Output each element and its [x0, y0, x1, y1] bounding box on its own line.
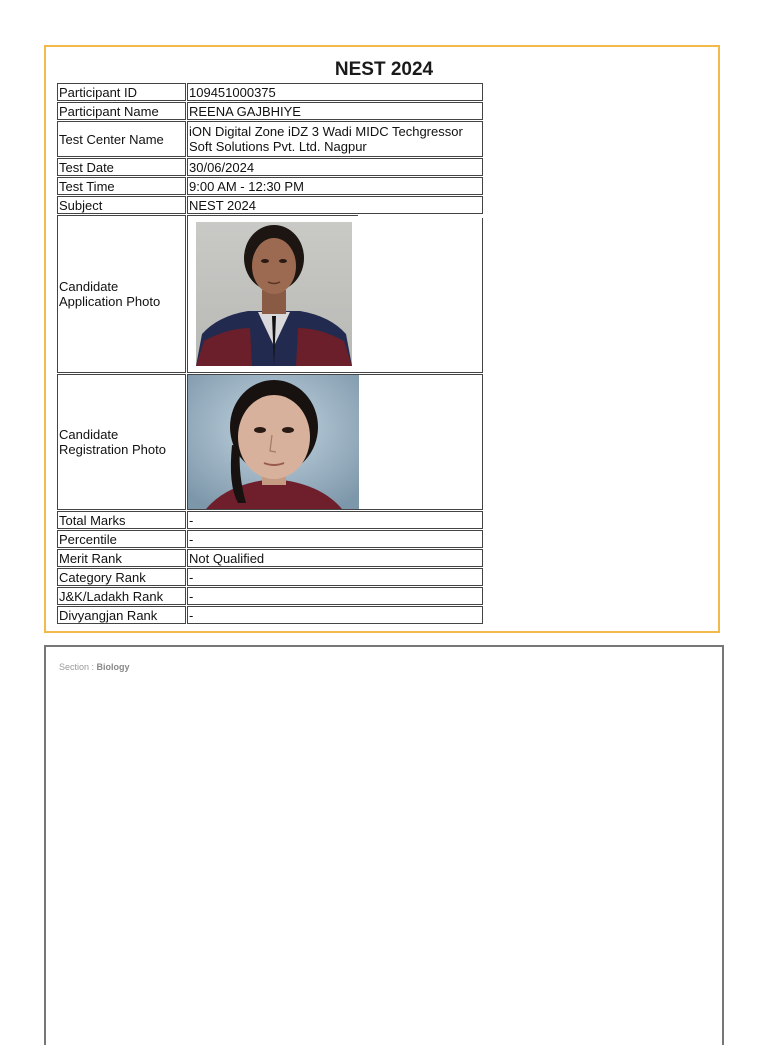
category-rank-value: -	[187, 568, 483, 586]
participant-id-value: 109451000375	[187, 83, 483, 101]
table-row	[57, 196, 483, 214]
participant-id-label: Participant ID	[57, 83, 186, 101]
registration-photo-cell	[187, 374, 483, 510]
test-date-value: 30/06/2024	[187, 158, 483, 176]
category-rank-label: Category Rank	[57, 568, 186, 586]
application-photo-label: Candidate Application Photo	[57, 215, 186, 373]
table-row	[57, 530, 483, 548]
table-row	[57, 83, 483, 101]
test-center-label: Test Center Name	[57, 121, 186, 157]
divyangjan-rank-label: Divyangjan Rank	[57, 606, 186, 624]
total-marks-label: Total Marks	[57, 511, 186, 529]
section-name: Biology	[96, 662, 130, 672]
percentile-value: -	[187, 530, 483, 548]
registration-photo	[188, 375, 484, 509]
section-prefix: Section :	[59, 662, 95, 672]
table-row	[57, 121, 483, 157]
table-row	[57, 568, 483, 586]
candidate-info-table	[56, 82, 484, 625]
test-time-label: Test Time	[57, 177, 186, 195]
exam-title: NEST 2024	[334, 59, 434, 80]
percentile-label: Percentile	[57, 530, 186, 548]
merit-rank-label: Merit Rank	[57, 549, 186, 567]
table-row	[57, 587, 483, 605]
merit-rank-value: Not Qualified	[187, 549, 483, 567]
result-card	[44, 45, 720, 633]
table-row	[57, 215, 483, 373]
table-row	[57, 549, 483, 567]
table-row	[57, 177, 483, 195]
jk-ladakh-rank-label: J&K/Ladakh Rank	[57, 587, 186, 605]
total-marks-value: -	[187, 511, 483, 529]
divyangjan-rank-value: -	[187, 606, 483, 624]
test-date-label: Test Date	[57, 158, 186, 176]
participant-name-label: Participant Name	[57, 102, 186, 120]
table-row	[57, 374, 483, 510]
application-photo	[188, 216, 484, 372]
subject-label: Subject	[57, 196, 186, 214]
application-photo-cell	[187, 215, 483, 373]
section-panel	[44, 645, 724, 1045]
table-row	[57, 606, 483, 624]
participant-name-value: REENA GAJBHIYE	[187, 102, 483, 120]
section-label	[59, 662, 130, 672]
test-center-value: iON Digital Zone iDZ 3 Wadi MIDC Techgressor Soft Solutions Pvt. Ltd. Nagpur	[187, 121, 483, 157]
table-row	[57, 511, 483, 529]
table-row	[57, 102, 483, 120]
subject-value: NEST 2024	[187, 196, 483, 214]
test-time-value: 9:00 AM - 12:30 PM	[187, 177, 483, 195]
table-row	[57, 158, 483, 176]
jk-ladakh-rank-value: -	[187, 587, 483, 605]
registration-photo-label: Candidate Registration Photo	[57, 374, 186, 510]
